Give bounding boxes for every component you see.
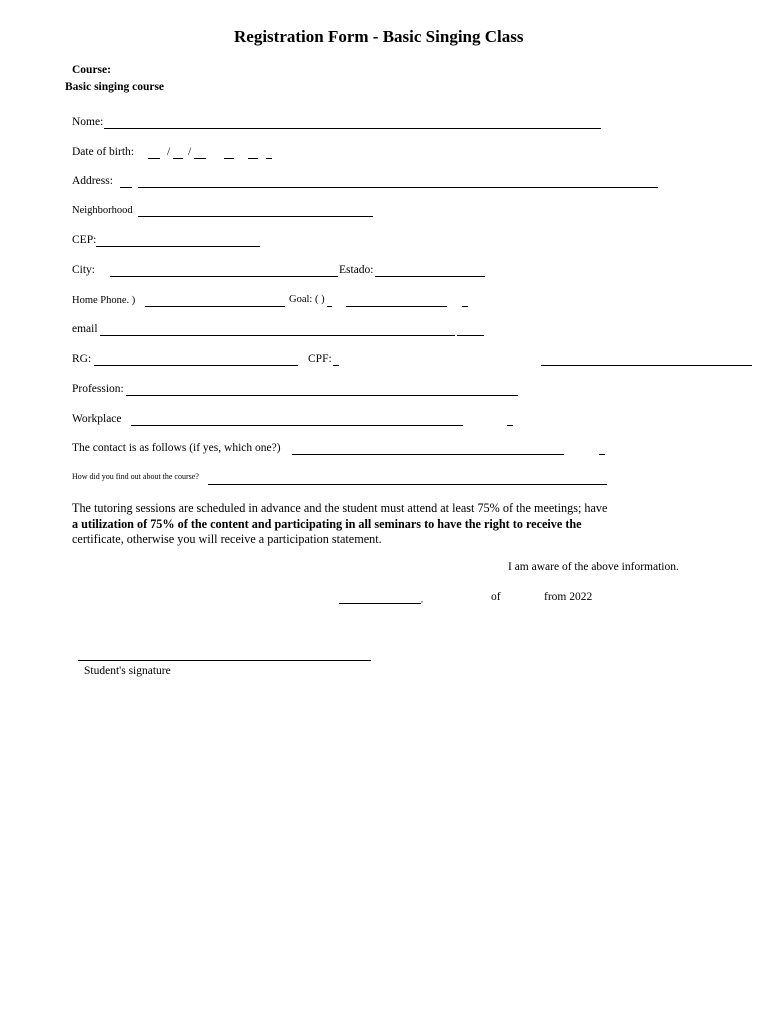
course-label: Course: xyxy=(72,64,111,76)
place-comma: , xyxy=(421,595,423,604)
dob-month-field[interactable] xyxy=(173,158,183,159)
address-field[interactable] xyxy=(138,187,658,188)
estado-label: Estado: xyxy=(339,264,374,276)
dob-label: Date of birth: xyxy=(72,146,134,158)
course-value: Basic singing course xyxy=(65,81,165,93)
address-label: Address: xyxy=(72,175,113,187)
email-field[interactable] xyxy=(457,335,484,336)
city-label: City: xyxy=(72,264,96,276)
profession-label: Profession: xyxy=(72,383,124,395)
city-field[interactable] xyxy=(110,276,338,277)
dob-separator: / xyxy=(188,146,192,158)
home-phone-field[interactable] xyxy=(145,306,285,307)
neighborhood-field[interactable] xyxy=(138,216,373,217)
notice-paragraph xyxy=(72,501,632,548)
signature-field[interactable] xyxy=(78,660,371,661)
workplace-field[interactable] xyxy=(131,425,463,426)
name-field[interactable] xyxy=(104,128,601,129)
name-label: Nome: xyxy=(72,116,104,128)
place-field[interactable] xyxy=(339,603,421,604)
goal-field[interactable] xyxy=(327,306,332,307)
dob-separator: / xyxy=(167,146,171,158)
contact-label: The contact is as follows (if yes, which one?) xyxy=(72,442,281,454)
cpf-label: CPF: xyxy=(308,353,332,365)
address-field[interactable] xyxy=(120,187,132,188)
estado-field[interactable] xyxy=(375,276,485,277)
rg-label: RG: xyxy=(72,353,92,365)
dob-year-field[interactable] xyxy=(248,158,258,159)
notice-line-1: The tutoring sessions are scheduled in advance and the student must attend at least 75% of the meetings; have xyxy=(72,501,608,515)
find-out-field[interactable] xyxy=(208,484,607,485)
cep-field[interactable] xyxy=(96,246,260,247)
date-of-label: of xyxy=(491,591,501,603)
dob-day-field[interactable] xyxy=(148,158,160,159)
goal-field[interactable] xyxy=(346,306,447,307)
workplace-label: Workplace xyxy=(72,413,122,425)
notice-line-2: a utilization of 75% of the content and participating in all seminars to have the right to receive the xyxy=(72,516,582,531)
dob-year-field[interactable] xyxy=(194,158,206,159)
date-from-label: from 2022 xyxy=(544,591,593,603)
goal-field[interactable] xyxy=(462,306,468,307)
dob-year-field[interactable] xyxy=(266,158,272,159)
email-label: email xyxy=(72,323,98,335)
contact-field[interactable] xyxy=(599,454,605,455)
dob-year-field[interactable] xyxy=(224,158,234,159)
workplace-field[interactable] xyxy=(507,425,513,426)
find-out-label: How did you find out about the course? xyxy=(72,472,199,481)
cpf-field[interactable] xyxy=(333,365,339,366)
cep-label: CEP: xyxy=(72,234,97,246)
rg-field[interactable] xyxy=(94,365,298,366)
signature-label: Student's signature xyxy=(84,665,171,677)
neighborhood-label: Neighborhood xyxy=(72,205,133,216)
email-field[interactable] xyxy=(100,335,455,336)
goal-label: Goal: xyxy=(289,294,313,305)
awareness-statement: I am aware of the above information. xyxy=(508,561,679,573)
notice-line-3: certificate, otherwise you will receive a participation statement. xyxy=(72,532,382,546)
profession-field[interactable] xyxy=(126,395,518,396)
goal-paren: ( ) xyxy=(315,294,325,305)
form-title: Registration Form - Basic Singing Class xyxy=(234,27,524,46)
home-phone-label: Home Phone. ) xyxy=(72,295,136,306)
contact-field[interactable] xyxy=(292,454,564,455)
cpf-field[interactable] xyxy=(541,365,752,366)
